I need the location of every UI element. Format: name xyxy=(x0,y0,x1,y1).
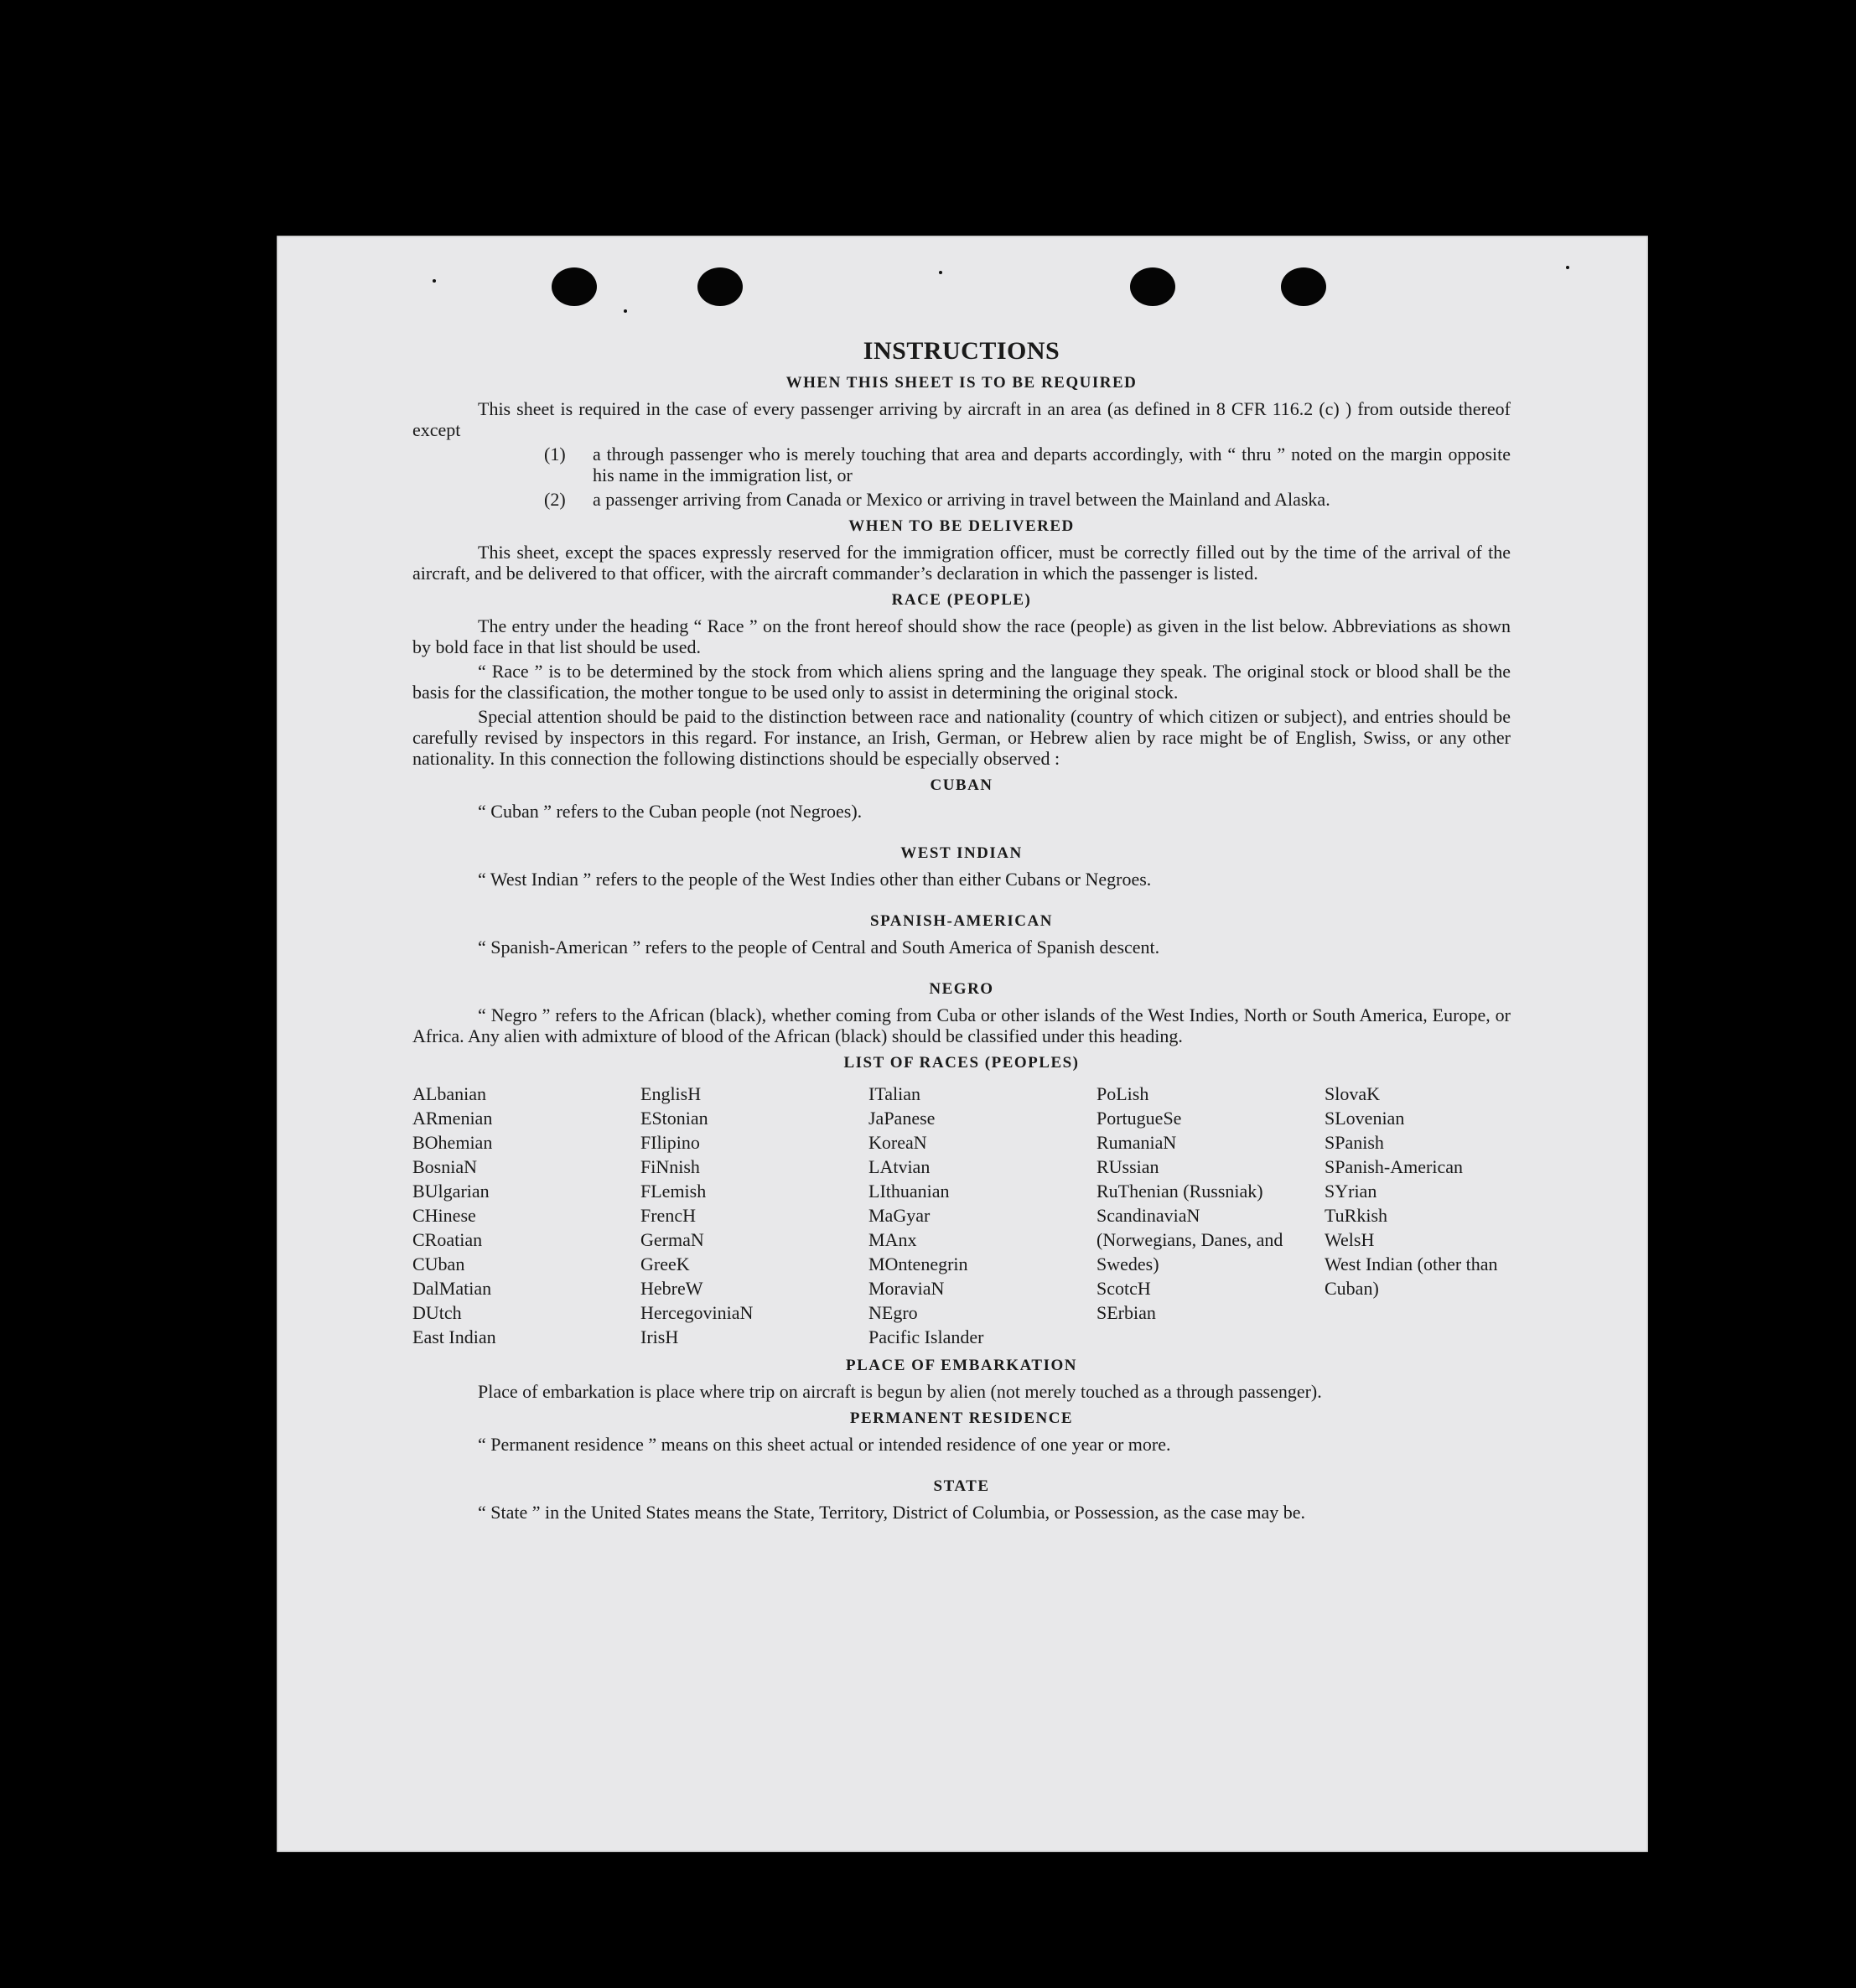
race-paragraph-1: The entry under the heading “ Race ” on the front hereof should show the race (people) as given in the list below. Abbreviations as shown by bold face in that list should be used. xyxy=(412,615,1511,657)
race-item: FIlipino xyxy=(640,1132,700,1153)
race-item: West Indian (other than Cuban) xyxy=(1325,1254,1498,1299)
race-item: FrencH xyxy=(640,1205,696,1226)
punch-hole xyxy=(1281,267,1326,306)
heading-delivered: WHEN TO BE DELIVERED xyxy=(848,517,1075,535)
race-item: DUtch xyxy=(412,1302,462,1323)
race-item: CUban xyxy=(412,1254,465,1274)
race-item: ITalian xyxy=(868,1083,920,1104)
race-paragraph-2: “ Race ” is to be determined by the stock from which aliens spring and the language they speak. The original stock or blood shall be the basis for the classification, the mother tongue to be used only to assist in determining the original stock. xyxy=(412,661,1511,703)
race-item: HercegoviniaN xyxy=(640,1302,754,1323)
race-item: HebreW xyxy=(640,1278,703,1299)
speck xyxy=(624,309,627,313)
race-item: FiNnish xyxy=(640,1156,700,1177)
heading-residence: PERMANENT RESIDENCE xyxy=(849,1409,1074,1427)
race-item: ScotcH xyxy=(1096,1278,1151,1299)
document-sheet xyxy=(277,236,1648,1852)
race-item: BosniaN xyxy=(412,1156,477,1177)
race-item: BOhemian xyxy=(412,1132,493,1153)
instructions-content xyxy=(412,336,1511,1526)
race-item: PortugueSe xyxy=(1096,1108,1182,1129)
race-item: LAtvian xyxy=(868,1156,931,1177)
race-item: MoraviaN xyxy=(868,1278,945,1299)
race-item: NEgro xyxy=(868,1302,918,1323)
page-title: INSTRUCTIONS xyxy=(863,337,1060,365)
race-item: RumaniaN xyxy=(1096,1132,1177,1153)
races-column xyxy=(868,1082,1096,1349)
races-column xyxy=(640,1082,868,1349)
race-item: TuRkish xyxy=(1325,1205,1388,1226)
race-item: SLovenian xyxy=(1325,1108,1405,1129)
race-item: ScandinaviaN (Norwegians, Danes, and Swedes) xyxy=(1096,1205,1283,1274)
race-item: Pacific Islander xyxy=(868,1326,984,1347)
race-item: BUlgarian xyxy=(412,1181,490,1202)
west-indian-text: “ West Indian ” refers to the people of the West Indies other than either Cubans or Negroes. xyxy=(478,869,1152,890)
heading-race: RACE (PEOPLE) xyxy=(891,591,1032,609)
heading-cuban: CUBAN xyxy=(930,776,993,794)
heading-embarkation: PLACE OF EMBARKATION xyxy=(846,1357,1077,1374)
race-item: ALbanian xyxy=(412,1083,486,1104)
state-text: “ State ” in the United States means the State, Territory, District of Columbia, or Possession, as the case may be. xyxy=(478,1502,1306,1523)
spanish-american-text: “ Spanish-American ” refers to the people of Central and South America of Spanish descent. xyxy=(478,937,1160,958)
races-column xyxy=(1096,1082,1325,1349)
race-item: PoLish xyxy=(1096,1083,1149,1104)
embarkation-text: Place of embarkation is place where trip on aircraft is begun by alien (not merely touched as a through passenger). xyxy=(478,1381,1322,1402)
speck xyxy=(939,271,942,274)
race-item: DalMatian xyxy=(412,1278,492,1299)
heading-list-of-races: LIST OF RACES (PEOPLES) xyxy=(843,1054,1080,1072)
race-item: EStonian xyxy=(640,1108,708,1129)
list-text: a through passenger who is merely touching that area and departs accordingly, with “ thru ” noted on the margin opposite his name in the immigration list, or xyxy=(593,444,1511,485)
race-item: MOntenegrin xyxy=(868,1254,968,1274)
race-item: GreeK xyxy=(640,1254,690,1274)
race-item: ARmenian xyxy=(412,1108,493,1129)
list-item xyxy=(412,444,1511,485)
race-item: CRoatian xyxy=(412,1229,483,1250)
speck xyxy=(433,279,436,283)
race-item: RuThenian (Russniak) xyxy=(1096,1181,1263,1202)
heading-state: STATE xyxy=(933,1477,990,1495)
negro-text: “ Negro ” refers to the African (black), whether coming from Cuba or other islands of the West Indies, North or South America, Europe, or Africa. Any alien with admixture of blood of the African (black) should be classified under this heading. xyxy=(412,1004,1511,1046)
heading-spanish-american: SPANISH-AMERICAN xyxy=(870,912,1053,930)
punch-hole xyxy=(552,267,597,306)
races-list xyxy=(412,1082,1511,1349)
race-item: IrisH xyxy=(640,1326,679,1347)
required-intro: This sheet is required in the case of every passenger arriving by aircraft in an area (as defined in 8 CFR 116.2 (c) ) from outside thereof except xyxy=(412,398,1511,440)
race-item: SErbian xyxy=(1096,1302,1156,1323)
race-item: GermaN xyxy=(640,1229,704,1250)
race-item: KoreaN xyxy=(868,1132,927,1153)
punch-hole xyxy=(697,267,743,306)
residence-text: “ Permanent residence ” means on this sheet actual or intended residence of one year or more. xyxy=(478,1434,1171,1455)
race-item: EnglisH xyxy=(640,1083,702,1104)
race-item: SPanish-American xyxy=(1325,1156,1463,1177)
races-column xyxy=(412,1082,640,1349)
race-paragraph-3: Special attention should be paid to the distinction between race and nationality (country of which citizen or subject), and entries should be carefully revised by inspectors in this regard. For instance, an Irish, German, or Hebrew alien by race might be of English, Swiss, or any other nationality. In this connection the following distinctions should be especially observed : xyxy=(412,706,1511,769)
race-item: MaGyar xyxy=(868,1205,931,1226)
race-item: LIthuanian xyxy=(868,1181,950,1202)
race-item: RUssian xyxy=(1096,1156,1159,1177)
race-item: SPanish xyxy=(1325,1132,1384,1153)
delivered-text: This sheet, except the spaces expressly reserved for the immigration officer, must be correctly filled out by the time of the arrival of the aircraft, and be delivered to that officer, with the aircraft commander’s declaration in which the passenger is listed. xyxy=(412,542,1511,584)
race-item: CHinese xyxy=(412,1205,476,1226)
list-item xyxy=(412,489,1511,510)
race-item: JaPanese xyxy=(868,1108,936,1129)
race-item: FLemish xyxy=(640,1181,707,1202)
list-number: (2) xyxy=(544,489,566,510)
heading-negro: NEGRO xyxy=(929,980,994,998)
list-number: (1) xyxy=(544,444,566,465)
race-item: SYrian xyxy=(1325,1181,1377,1202)
heading-west-indian: WEST INDIAN xyxy=(900,844,1023,862)
heading-required: WHEN THIS SHEET IS TO BE REQUIRED xyxy=(785,374,1138,392)
race-item: MAnx xyxy=(868,1229,917,1250)
cuban-text: “ Cuban ” refers to the Cuban people (not Negroes). xyxy=(478,801,863,822)
race-item: East Indian xyxy=(412,1326,496,1347)
punch-hole xyxy=(1130,267,1175,306)
race-item: WelsH xyxy=(1325,1229,1375,1250)
list-text: a passenger arriving from Canada or Mexico or arriving in travel between the Mainland and Alaska. xyxy=(593,489,1330,510)
race-item: SlovaK xyxy=(1325,1083,1380,1104)
races-column xyxy=(1325,1082,1509,1349)
speck xyxy=(1566,266,1569,269)
